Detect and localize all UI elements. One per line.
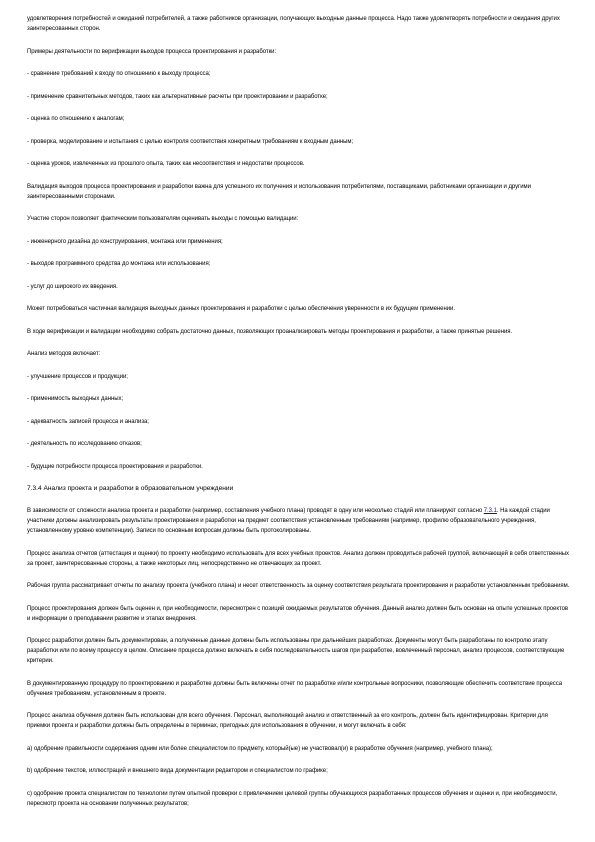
paragraph: Может потребоваться частичная валидация выходных данных проектирования и разработки с целью обеспечения уверенности в их будущем применении. <box>27 306 455 312</box>
paragraph: Участие сторон позволяет фактическим пользователям оценивать выходы с помощью валидации: <box>27 216 299 222</box>
list-item: b) одобрение текстов, иллюстраций и внешнего вида документации редактором и специалистом по графике; <box>27 768 328 774</box>
paragraph: Рабочая группа рассматривает отчеты по анализу проекта (учебного плана) и несет ответственность за оценку соответствия результата проектирования и разработки установленным требованиям. <box>27 583 570 589</box>
list-item: - будущие потребности процесса проектирования и разработки. <box>27 463 203 470</box>
paragraph: Примеры деятельности по верификации выходов процесса проектирования и разработки: <box>27 48 277 55</box>
list-item: - улучшение процессов и продукции; <box>27 373 128 380</box>
paragraph: Процесс разработки должен быть документирован, а полученные данные должны быть использованы при дальнейших разработках. Документы могут быть разработаны по контролю этапу разработки или по всему процессу в целом. Описание процесса должно включать в себя последовательность шагов при разработке, вовлеченный персонал, анализ процессов, соответствующие критерии. <box>27 638 565 664</box>
list-item: - сравнение требований к входу по отношению к выходу процесса; <box>27 71 211 77</box>
document-page <box>27 14 572 821</box>
section-link[interactable]: 7.3.1 <box>483 508 497 514</box>
list-item: - оценка уроков, извлеченных из прошлого опыта, таких как несоответствия и недостатки процессов. <box>27 161 305 167</box>
paragraph: Процесс проектирования должен быть оценен и, при необходимости, пересмотрен с позиций ожидаемых результатов обучения. Данный анализ должен быть основан на опыте успешных проектов и информации о преподавании развитие и этапах внедрения. <box>27 605 569 622</box>
list-item: с) одобрение проекта специалистом по технологии путем опытной проверки с привлечением целевой группы обучающихся разработанных процессов обучения и оценки и, при необходимости, пересмотр проекта на основании полученных результатов; <box>27 790 558 807</box>
paragraph-text: В зависимости от сложности анализа проекта и разработки (например, составления учебного плана) проводят в одну или несколько стадий или планируют согласно <box>27 508 484 514</box>
paragraph: В документированную процедуру по проектированию и разработке должны быть включены отчет по разработке и/или контрольные вопросники, позволяющие обеспечить соответствие процесса обучения требованиям, установленным в проекте. <box>27 680 562 697</box>
paragraph: удовлетворения потребностей и ожиданий потребителей, а также работников организации, получающих выходные данные процесса. Надо также удовлетворять потребности и ожидания других заинтересованных сторон. <box>27 16 560 32</box>
list-item: - услуг до широкого их введения. <box>27 283 118 290</box>
paragraph: Валидация выходов процесса проектирования и разработки важна для успешного их получения и использования потребителями, поставщиками, работниками организации и другими заинтересованными сторонами. <box>27 183 531 200</box>
paragraph: Процесс анализа обучения должен быть использован для всего обучения. Персонал, выполняющий анализ и ответственный за его контроль, должен быть идентифицирован. Критерии для приемки проекта и разработки должны быть определены в терминах, пригодных для использования в обучении, и могут включать в себя: <box>27 713 548 729</box>
list-item: - инженерного дизайна до конструирования, монтажа или применения; <box>27 238 223 245</box>
paragraph: Процесс анализа отчетов (аттестация и оценки) по проекту необходимо использовать для всех учебных проектов. Анализ должен проводиться рабочей группой, включающей в себя ответственных за проект, заинтересованные стороны, а также некоторых лиц, непосредственно не отвечающих за проект. <box>27 550 569 567</box>
paragraph: В ходе верификации и валидации необходимо собрать достаточно данных, позволяющих проанализировать методы проектирования и разработки, а также принятые решения. <box>27 328 513 335</box>
list-item: - применимость выходных данных; <box>27 396 124 402</box>
list-item: - проверка, моделирование и испытания с целью контроля соответствия конкретным требованиям к входным данным; <box>27 138 354 145</box>
paragraph-text: . На каждой стадии участники должны анализировать результаты проектирования и разработки на предмет соответствия установленным требованиям (например, профилю образовательного учреждения, установленному уровню компетенции). Записи по основным вопросам должны быть протоколированы. <box>27 508 550 534</box>
list-item: - выходов программного средства до монтажа или использования; <box>27 261 211 267</box>
list-item: а) одобрение правильности содержания одним или более специалистом по предмету, который(ые) не участвовал(и) в разработке обучения (например, учебного плана); <box>27 745 493 752</box>
list-item: - деятельность по исследованию отказов; <box>27 441 142 447</box>
list-item: - адекватность записей процесса и анализа; <box>27 418 149 425</box>
paragraph: Анализ методов включает: <box>27 351 101 357</box>
list-item: - оценка по отношению к аналогам; <box>27 116 125 122</box>
list-item: - применение сравнительных методов, таких как альтернативные расчеты при проектировании и разработке; <box>27 93 328 100</box>
paragraph-with-link <box>27 506 572 536</box>
section-heading: 7.3.4 Анализ проекта и разработки в образовательном учреждении <box>27 485 234 492</box>
